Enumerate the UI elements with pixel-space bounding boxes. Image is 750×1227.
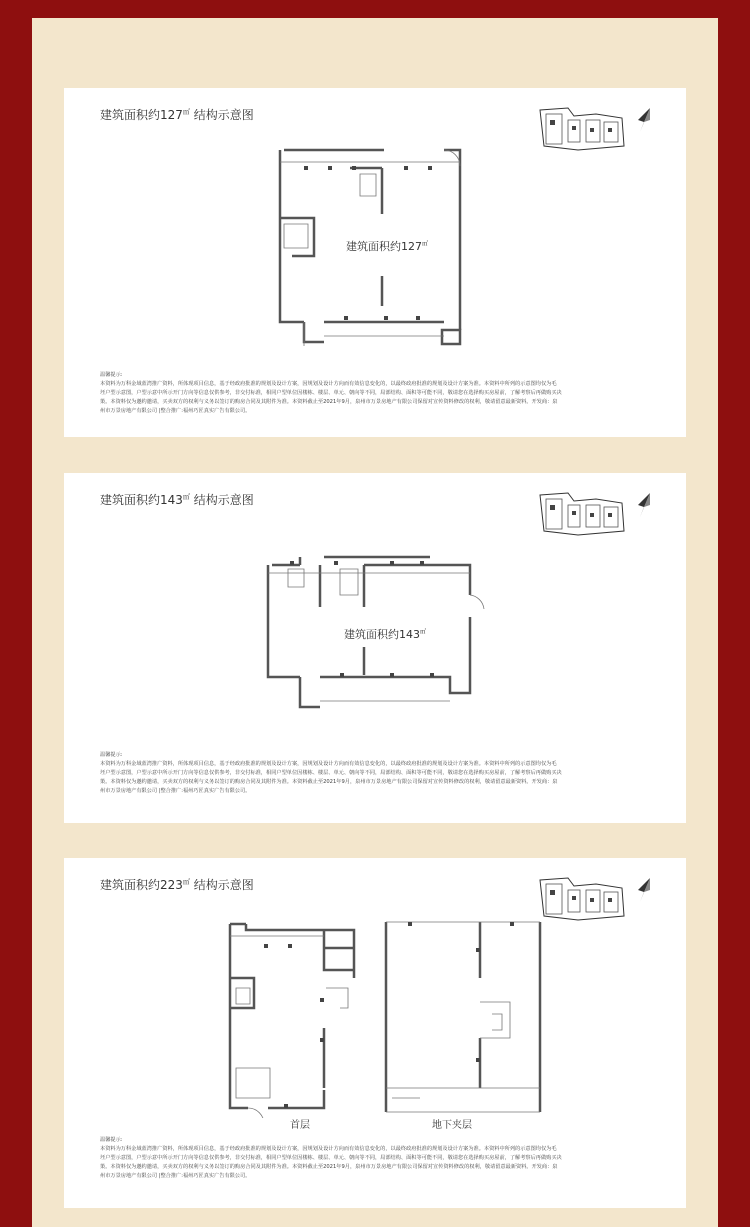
compass-icon: [634, 491, 654, 519]
card-title: 建筑面积约127㎡ 结构示意图: [100, 108, 254, 122]
notice-line: 坯户型示意图，户型示意中所示开门方向等信息仅供参考，非交付标准，相同户型单位因楼栋、楼层、单元、朝向等不同，局部结构、面积等可能不同，敬请您在选择购买房屋前，了解考察后再做购买决: [100, 770, 562, 776]
notice-title: 温馨提示:: [100, 752, 123, 758]
notice-title: 温馨提示:: [100, 1137, 123, 1143]
notice-block: [100, 751, 656, 796]
floorplan-card-223: [64, 858, 686, 1208]
notice-line: 策。本资料仅为邀约邀请，买卖双方的权利与义务以签订的购房合同及其附件为准。本资料截止至2021年9月，泉州市万景房地产有限公司保留对宣传资料修改的权利，敬请留意最新资料。开发商：泉: [100, 1164, 558, 1170]
card-title: 建筑面积约223㎡ 结构示意图: [100, 878, 254, 892]
floor-plan-ground: [224, 918, 364, 1118]
notice-line: 坯户型示意图，户型示意中所示开门方向等信息仅供参考，非交付标准，相同户型单位因楼栋、楼层、单元、朝向等不同，局部结构、面积等可能不同，敬请您在选择购买房屋前，了解考察后再做购买决: [100, 390, 562, 396]
notice-block: [100, 371, 656, 416]
notice-line: 州市万景房地产有限公司 |整合推广:福州巧匠真实广告有限公司。: [100, 788, 251, 794]
notice-block: [100, 1136, 656, 1181]
plan-area-label: 建筑面积约143㎡: [344, 628, 427, 641]
card-title: 建筑面积约143㎡ 结构示意图: [100, 493, 254, 507]
site-map-icon: [538, 491, 628, 537]
compass-icon: [634, 876, 654, 904]
floor-label-basement: 地下夹层: [432, 1120, 472, 1131]
notice-line: 本资料为万科金域蓝湾推广资料，所体现项目信息，基于经政府批准的规划及设计方案，因规划及设计方向而有效信息变化的，以最终政府批准的规划及设计方案为准。本资料中所列的示意图均仅为毛: [100, 381, 557, 387]
notice-title: 温馨提示:: [100, 372, 123, 378]
notice-line: 策。本资料仅为邀约邀请，买卖双方的权利与义务以签订的购房合同及其附件为准。本资料截止至2021年9月，泉州市万景房地产有限公司保留对宣传资料修改的权利，敬请留意最新资料。开发商：泉: [100, 399, 558, 405]
notice-line: 策。本资料仅为邀约邀请，买卖双方的权利与义务以签订的购房合同及其附件为准。本资料截止至2021年9月，泉州市万景房地产有限公司保留对宣传资料修改的权利，敬请留意最新资料。开发商：泉: [100, 779, 558, 785]
notice-line: 本资料为万科金域蓝湾推广资料，所体现项目信息，基于经政府批准的规划及设计方案，因规划及设计方向而有效信息变化的，以最终政府批准的规划及设计方案为准。本资料中所列的示意图均仅为毛: [100, 761, 557, 767]
floorplan-card-127: [64, 88, 686, 437]
notice-line: 本资料为万科金域蓝湾推广资料，所体现项目信息，基于经政府批准的规划及设计方案，因规划及设计方向而有效信息变化的，以最终政府批准的规划及设计方案为准。本资料中所列的示意图均仅为毛: [100, 1146, 557, 1152]
plan-area-label: 建筑面积约127㎡: [346, 240, 429, 253]
site-map-icon: [538, 876, 628, 922]
floor-plan-basement: [380, 918, 550, 1118]
notice-line: 州市万景房地产有限公司 |整合推广:福州巧匠真实广告有限公司。: [100, 408, 251, 414]
site-map-icon: [538, 106, 628, 152]
floor-label-ground: 首层: [290, 1120, 310, 1131]
notice-line: 州市万景房地产有限公司 |整合推广:福州巧匠真实广告有限公司。: [100, 1173, 251, 1179]
floorplan-card-143: [64, 473, 686, 823]
compass-icon: [634, 106, 654, 134]
notice-line: 坯户型示意图，户型示意中所示开门方向等信息仅供参考，非交付标准，相同户型单位因楼栋、楼层、单元、朝向等不同，局部结构、面积等可能不同，敬请您在选择购买房屋前，了解考察后再做购买决: [100, 1155, 562, 1161]
